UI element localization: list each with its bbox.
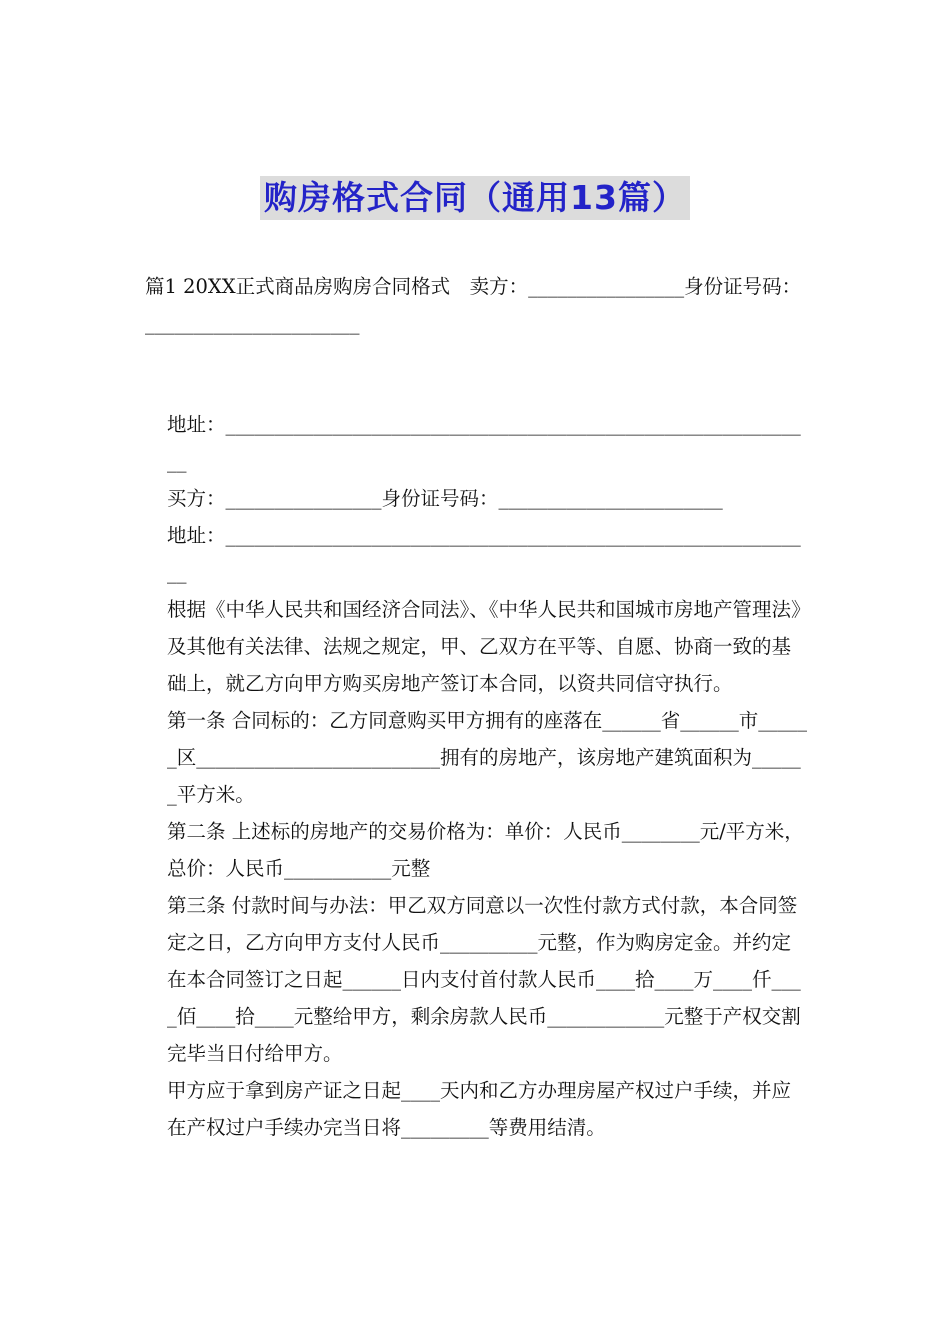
document-body (145, 268, 807, 1146)
paragraph-article-2: 第二条 上述标的房地产的交易价格为：单价：人民币________元/平方米，总价：人民币___________元整 (167, 820, 804, 880)
paragraph-article-1: 第一条 合同标的：乙方同意购买甲方拥有的座落在______省______市______区_________________________拥有的房地产，该房地产建筑面积为______平方米。 (167, 709, 807, 806)
paragraph-article-3: 第三条 付款时间与办法：甲乙双方同意以一次性付款方式付款，本合同签定之日，乙方向甲方支付人民币__________元整，作为购房定金。并约定在本合同签订之日起______日内支付首付款人民币____拾____万____仟____佰____拾____元整给甲方，剩余房款人民币____________元整于产权交割完毕当日付给甲方。 (167, 894, 801, 1065)
paragraph-transfer: 甲方应于拿到房产证之日起____天内和乙方办理房屋产权过户手续，并应在产权过户手续办完当日将_________等费用结清。 (167, 1079, 792, 1139)
paragraph-buyer: 买方：________________身份证号码：_______________________ (167, 487, 723, 510)
paragraph-basis: 根据《中华人民共和国经济合同法》、《中华人民共和国城市房地产管理法》及其他有关法律、法规之规定，甲、乙双方在平等、自愿、协商一致的基础上，就乙方向甲方购买房地产签订本合同，以资共同信守执行。 (167, 598, 801, 695)
paragraph-seller: 篇1 20XX正式商品房购房合同格式 卖方：________________身份证号码：______________________ (145, 275, 802, 335)
paragraph-seller-address: 地址：_____________________________________________________________ (167, 413, 801, 473)
document-title: 购房格式合同（通用13篇） (260, 176, 690, 220)
document-title-wrap (0, 176, 950, 220)
blank-gap (145, 342, 807, 406)
paragraph-buyer-address: 地址：_____________________________________________________________ (167, 524, 801, 584)
